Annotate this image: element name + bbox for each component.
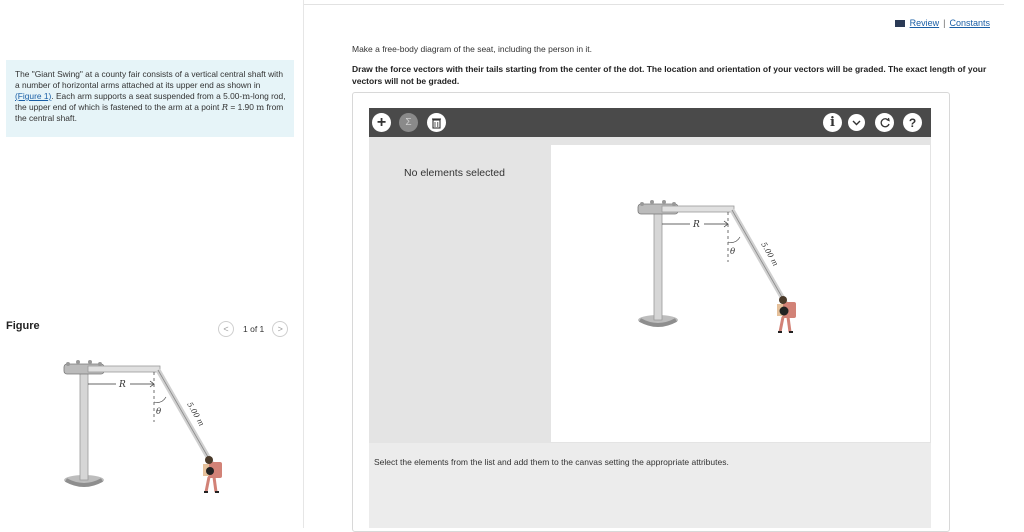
label-rod-length: 5.00 m [185,400,207,428]
instruction-main: Make a free-body diagram of the seat, including the person in it. [352,44,593,54]
attributes-panel [369,443,931,528]
options-dropdown-button[interactable] [848,114,865,131]
top-divider [304,4,1004,5]
person-on-seat [203,456,222,492]
delete-button[interactable] [427,113,446,132]
no-elements-message: No elements selected [404,167,505,179]
canvas-label-R: R [693,220,700,230]
problem-eq: = 1.90 [228,102,257,112]
canvas-giant-swing-figure [630,196,820,356]
reset-button[interactable] [875,113,894,132]
chevron-down-icon [852,120,861,126]
elements-panel [369,137,547,443]
problem-mid2: -long rod, the upper end of which is fastened to the arm at a point [15,91,286,112]
review-icon [895,20,905,27]
figure-page-count: 1 of 1 [243,324,265,334]
seat-center-dot [780,307,789,316]
unit-m-2: m [256,102,265,112]
figure-heading: Figure [6,320,40,332]
left-panel [0,0,304,528]
trash-icon [431,117,442,129]
variable-R: R [221,102,229,112]
review-link[interactable]: Review [909,18,940,28]
problem-tail: from the central shaft. [15,102,284,123]
figure-link[interactable]: (Figure 1) [15,91,52,101]
canvas-label-theta: θ [730,247,736,257]
horizontal-arm [88,366,160,372]
problem-intro: The "Giant Swing" at a county fair consists of a vertical central shaft with a number of horizontal arms attached at its upper end as shown in [15,69,284,90]
canvas-label-rod-length: 5.00 m [759,240,781,268]
label-theta: θ [156,407,162,417]
reset-icon [879,117,891,129]
header-separator: | [943,18,946,28]
next-figure-button[interactable]: > [272,321,288,337]
constants-link[interactable]: Constants [949,18,990,28]
unit-m: m [242,91,251,101]
figure-pager [218,321,288,337]
help-button[interactable]: ? [903,113,922,132]
info-button[interactable]: i [823,113,842,132]
instruction-detail: Draw the force vectors with their tails starting from the center of the dot. The location and orientation of your vectors will be graded. The exact length of your vectors will not be graded. [352,64,987,86]
header-links [895,18,990,28]
attributes-hint: Select the elements from the list and add them to the canvas setting the appropriate attributes. [374,457,729,467]
vector-sum-button[interactable]: Σ [399,113,418,132]
fbd-toolbar [369,108,931,137]
central-shaft [80,370,88,480]
problem-statement [6,60,294,137]
giant-swing-figure [56,356,246,516]
label-R: R [119,380,126,390]
problem-mid: . Each arm supports a seat suspended from a 5.00- [51,91,243,101]
prev-figure-button[interactable]: < [218,321,234,337]
add-vector-button[interactable]: + [372,113,391,132]
